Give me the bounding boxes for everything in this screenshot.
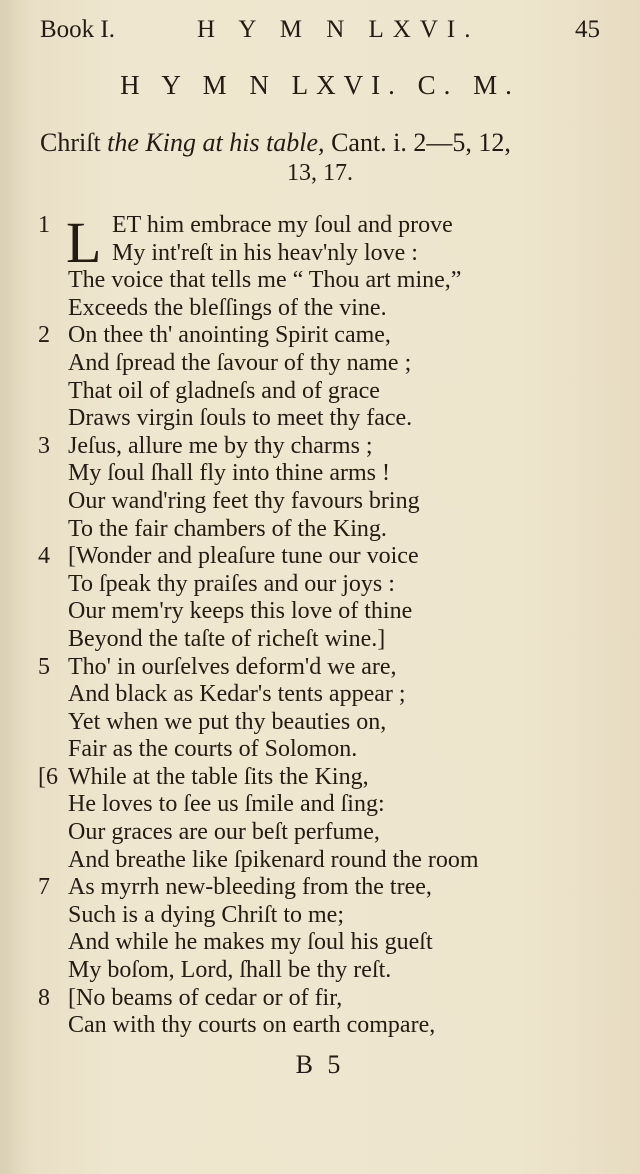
verse-text: To ſpeak thy praiſes and our joys : <box>68 570 395 597</box>
verse-text: Such is a dying Chriſt to me; <box>68 901 344 928</box>
verse-text: On thee th' anointing Spirit came, <box>68 322 391 349</box>
verse-text: And breathe like ſpikenard round the room <box>68 846 479 873</box>
verse-line <box>0 460 640 488</box>
verse-text: Jeſus, allure me by thy charms ; <box>68 432 373 459</box>
verse-text: As myrrh new-bleeding from the tree, <box>68 874 432 901</box>
verse-text: ET him embrace my ſoul and prove <box>112 212 453 238</box>
verse-line <box>0 488 640 516</box>
stanza-number: 2 <box>38 322 50 349</box>
stanza-number: 7 <box>38 874 50 901</box>
hymn-title: H Y M N LXVI. C. M. <box>120 70 520 100</box>
verse-text: Our graces are our beſt perfume, <box>68 819 380 846</box>
stanza-number: 8 <box>38 984 50 1011</box>
verse-line <box>0 405 640 433</box>
subtitle-part2: Cant. i. 2—5, 12, <box>324 128 511 157</box>
verse-text: While at the table ſits the King, <box>68 763 369 790</box>
verse-line <box>0 654 640 682</box>
verse-text: My int'reſt in his heav'nly love : <box>112 239 418 266</box>
verse-text: Exceeds the bleſſings of the vine. <box>68 294 387 321</box>
verse-line <box>0 571 640 599</box>
verse-line <box>0 847 640 875</box>
verse-line <box>0 874 640 902</box>
verse-text: Beyond the taſte of richeſt wine.] <box>68 625 386 652</box>
hymn-subtitle <box>40 126 600 160</box>
verse-text: Can with thy courts on earth compare, <box>68 1012 436 1039</box>
verse-line <box>0 598 640 626</box>
verse-line <box>0 516 640 544</box>
stanza-number: 3 <box>38 432 50 459</box>
verse-text: Draws virgin ſouls to meet thy face. <box>68 405 413 432</box>
verse-line <box>0 791 640 819</box>
subtitle-italic: the King at his table, <box>107 128 325 157</box>
verse-text: My boſom, Lord, ſhall be thy reſt. <box>68 957 392 984</box>
verse-line <box>0 350 640 378</box>
verse-line <box>0 322 640 350</box>
verse-line <box>0 433 640 461</box>
verse-line <box>0 736 640 764</box>
verse-text: [No beams of cedar or of fir, <box>68 984 343 1011</box>
stanza-number: 1 <box>38 212 50 238</box>
verse-line <box>0 295 640 323</box>
subtitle-part1: Chriſt <box>40 128 108 157</box>
page-number: 45 <box>575 16 600 43</box>
verse-line <box>0 240 640 268</box>
verse-text: To the fair chambers of the King. <box>68 515 387 542</box>
verse-text: Our wand'ring feet thy favours bring <box>68 487 420 514</box>
verse-line <box>0 1012 640 1040</box>
verse-line <box>0 985 640 1013</box>
verse-line <box>0 957 640 985</box>
verse-text: [Wonder and pleaſure tune our voice <box>68 543 419 570</box>
verse-line <box>0 681 640 709</box>
verse-line <box>0 378 640 406</box>
verse-line <box>0 764 640 792</box>
stanza-number: 4 <box>38 543 50 570</box>
verse-text: Tho' in ourſelves deform'd we are, <box>68 653 397 680</box>
verse-text: The voice that tells me “ Thou art mine,” <box>68 267 462 294</box>
stanza-number: [6 <box>38 763 58 790</box>
subtitle-verses: 13, 17. <box>287 160 353 186</box>
verse-text: And ſpread the ſavour of thy name ; <box>68 349 412 376</box>
running-head <box>40 16 600 52</box>
verse-line <box>0 819 640 847</box>
verse-text: My ſoul ſhall fly into thine arms ! <box>68 460 390 487</box>
verse-text: And while he makes my ſoul his gueſt <box>68 929 433 956</box>
verse-line <box>0 543 640 571</box>
verse-line <box>0 929 640 957</box>
hymn-text <box>0 212 640 1040</box>
verse-text: That oil of gladneſs and of grace <box>68 377 380 404</box>
verse-text: Fair as the courts of Solomon. <box>68 736 358 763</box>
running-head-hymn: H Y M N LXVI. <box>197 16 480 43</box>
signature-mark: B 5 <box>295 1050 345 1079</box>
verse-text: Yet when we put thy beauties on, <box>68 708 387 735</box>
verse-line <box>0 709 640 737</box>
verse-text: And black as Kedar's tents appear ; <box>68 681 406 708</box>
verse-text: Our mem'ry keeps this love of thine <box>68 598 413 625</box>
drop-cap: L <box>66 210 102 275</box>
verse-line <box>0 267 640 295</box>
stanza-number: 5 <box>38 653 50 680</box>
running-head-book: Book I. <box>40 16 115 43</box>
verse-text: He loves to ſee us ſmile and ſing: <box>68 791 385 818</box>
verse-line <box>0 902 640 930</box>
verse-line <box>0 626 640 654</box>
